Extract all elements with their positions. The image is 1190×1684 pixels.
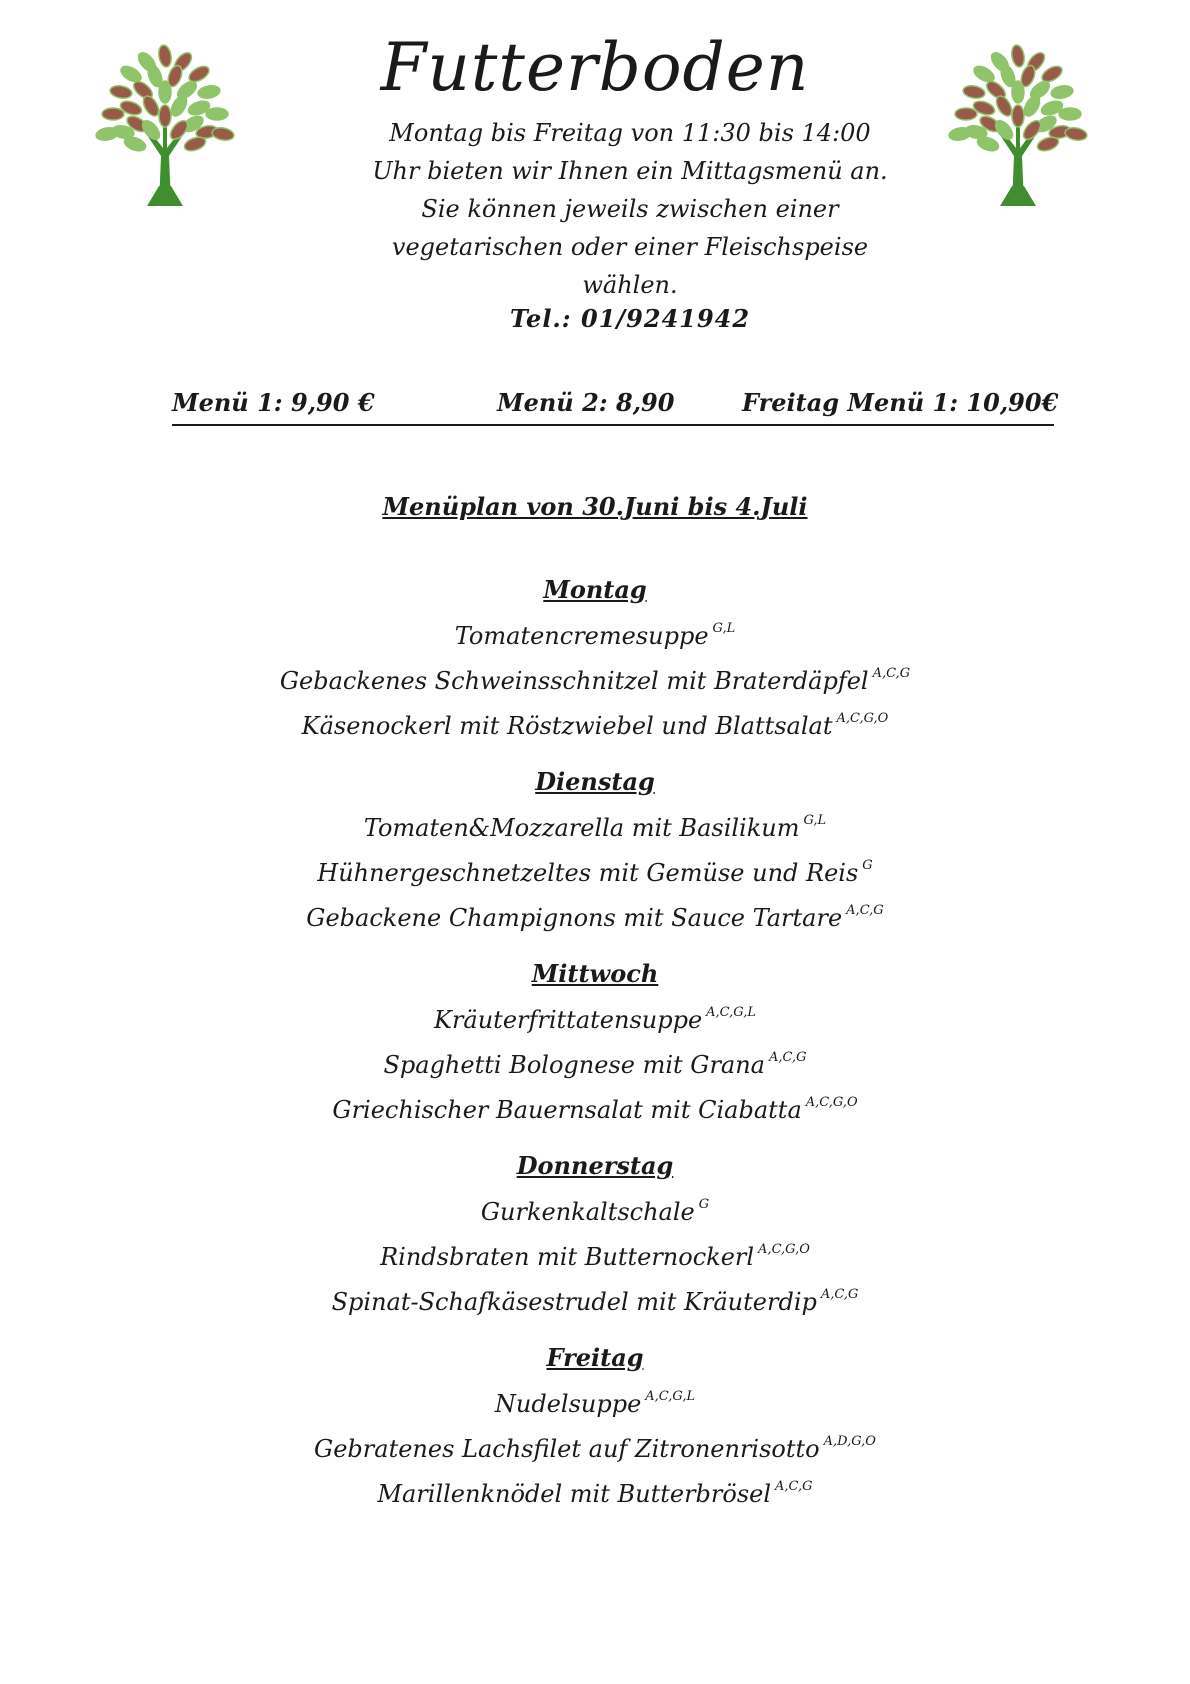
tree-leaf (183, 135, 208, 154)
dish-item (0, 892, 1190, 937)
intro-line: Uhr bieten wir Ihnen ein Mittagsmenü an. (372, 157, 888, 185)
dish-item (0, 1084, 1190, 1129)
dish-name: Tomaten&Mozzarella mit Basilikum (363, 814, 800, 842)
allergen-codes: A,C,G (846, 903, 884, 918)
allergen-codes: G (698, 1197, 710, 1212)
tree-leaf (1064, 126, 1088, 142)
tree-leaf (211, 126, 235, 142)
tree-leaf (95, 126, 119, 142)
intro-line: Sie können jeweils zwischen einer (421, 195, 839, 223)
dish-item (0, 1276, 1190, 1321)
dish-item (0, 655, 1190, 700)
dish-item (0, 1468, 1190, 1513)
menu2-price: Menü 2: 8,90 (497, 388, 675, 417)
dish-name: Gebackenes Schweinsschnitzel mit Braterdäpfel (279, 667, 869, 695)
allergen-codes: A,C,G (775, 1479, 813, 1494)
allergen-codes: G (862, 858, 873, 873)
tree-roots (1000, 186, 1036, 206)
allergen-codes: A,C,G,O (805, 1095, 858, 1110)
tree-leaf (955, 108, 977, 120)
dish-name: Hühnergeschnetzeltes mit Gemüse und Reis (317, 859, 859, 887)
dish-item (0, 847, 1190, 892)
restaurant-title: Futterboden (380, 29, 810, 106)
tree-leaf (159, 105, 171, 127)
dish-name: Nudelsuppe (494, 1390, 642, 1418)
tree-leaf (976, 135, 1001, 154)
allergen-codes: A,C,G,O (758, 1242, 810, 1257)
price-line (172, 388, 1059, 426)
day-freitag (0, 1340, 1190, 1513)
dish-name: Gurkenkaltschale (480, 1198, 695, 1226)
day-heading: Montag (543, 575, 647, 604)
tree-roots (147, 186, 183, 206)
intro-text (335, 114, 925, 304)
tree-leaf (102, 108, 124, 120)
dish-name: Griechischer Bauernsalat mit Ciabatta (332, 1096, 802, 1124)
dish-item (0, 1423, 1190, 1468)
dish-name: Rindsbraten mit Butternockerl (380, 1243, 755, 1271)
dish-item (0, 1186, 1190, 1231)
allergen-codes: A,C,G (872, 666, 911, 681)
dish-item (0, 700, 1190, 745)
phone-number: Tel.: 01/9241942 (509, 304, 751, 333)
day-mittwoch (0, 956, 1190, 1129)
dish-name: Käsenockerl mit Röstzwiebel und Blattsalat (301, 712, 833, 740)
dish-name: Spaghetti Bolognese mit Grana (383, 1051, 765, 1079)
day-heading: Donnerstag (516, 1151, 674, 1180)
allergen-codes: A,D,G,O (823, 1434, 876, 1449)
tree-leaf (123, 135, 148, 154)
tree-leaf (1059, 108, 1081, 120)
intro-line: Montag bis Freitag von 11:30 bis 14:00 (389, 119, 871, 147)
allergen-codes: A,C,G,L (645, 1389, 696, 1404)
day-donnerstag (0, 1148, 1190, 1321)
dish-name: Gebackene Champignons mit Sauce Tartare (306, 904, 843, 932)
dish-item (0, 1039, 1190, 1084)
day-heading: Dienstag (535, 767, 655, 796)
dish-name: Tomatencremesuppe (454, 622, 709, 650)
dish-item (0, 610, 1190, 655)
dish-item (0, 802, 1190, 847)
dish-item (0, 1378, 1190, 1423)
friday-menu1-price: Freitag Menü 1: 10,90€ (742, 388, 1059, 417)
tree-leaf (1012, 105, 1024, 127)
day-heading: Mittwoch (531, 959, 659, 988)
allergen-codes: A,C,G (769, 1050, 807, 1065)
dish-name: Gebratenes Lachsfilet auf Zitronenrisotto (314, 1435, 820, 1463)
dish-name: Kräuterfrittatensuppe (434, 1006, 703, 1034)
dish-item (0, 994, 1190, 1039)
day-heading: Freitag (546, 1343, 644, 1372)
tree-leaf (948, 126, 972, 142)
intro-line: vegetarischen oder einer Fleischspeise (391, 233, 869, 261)
dish-item (0, 1231, 1190, 1276)
dish-name: Spinat-Schafkäsestrudel mit Kräuterdip (331, 1288, 817, 1316)
allergen-codes: A,C,G,L (706, 1005, 756, 1020)
dish-name: Marillenknödel mit Butterbrösel (377, 1480, 772, 1508)
allergen-codes: G,L (803, 813, 827, 828)
day-montag (0, 572, 1190, 745)
intro-line: wählen. (582, 271, 678, 299)
allergen-codes: G,L (712, 621, 736, 636)
tree-leaf (1036, 135, 1061, 154)
day-dienstag (0, 764, 1190, 937)
menu1-price: Menü 1: 9,90 € (172, 388, 375, 417)
plan-title: Menüplan von 30.Juni bis 4.Juli (382, 492, 808, 521)
tree-leaf (206, 108, 228, 120)
allergen-codes: A,C,G,O (836, 711, 889, 726)
allergen-codes: A,C,G (820, 1287, 859, 1302)
